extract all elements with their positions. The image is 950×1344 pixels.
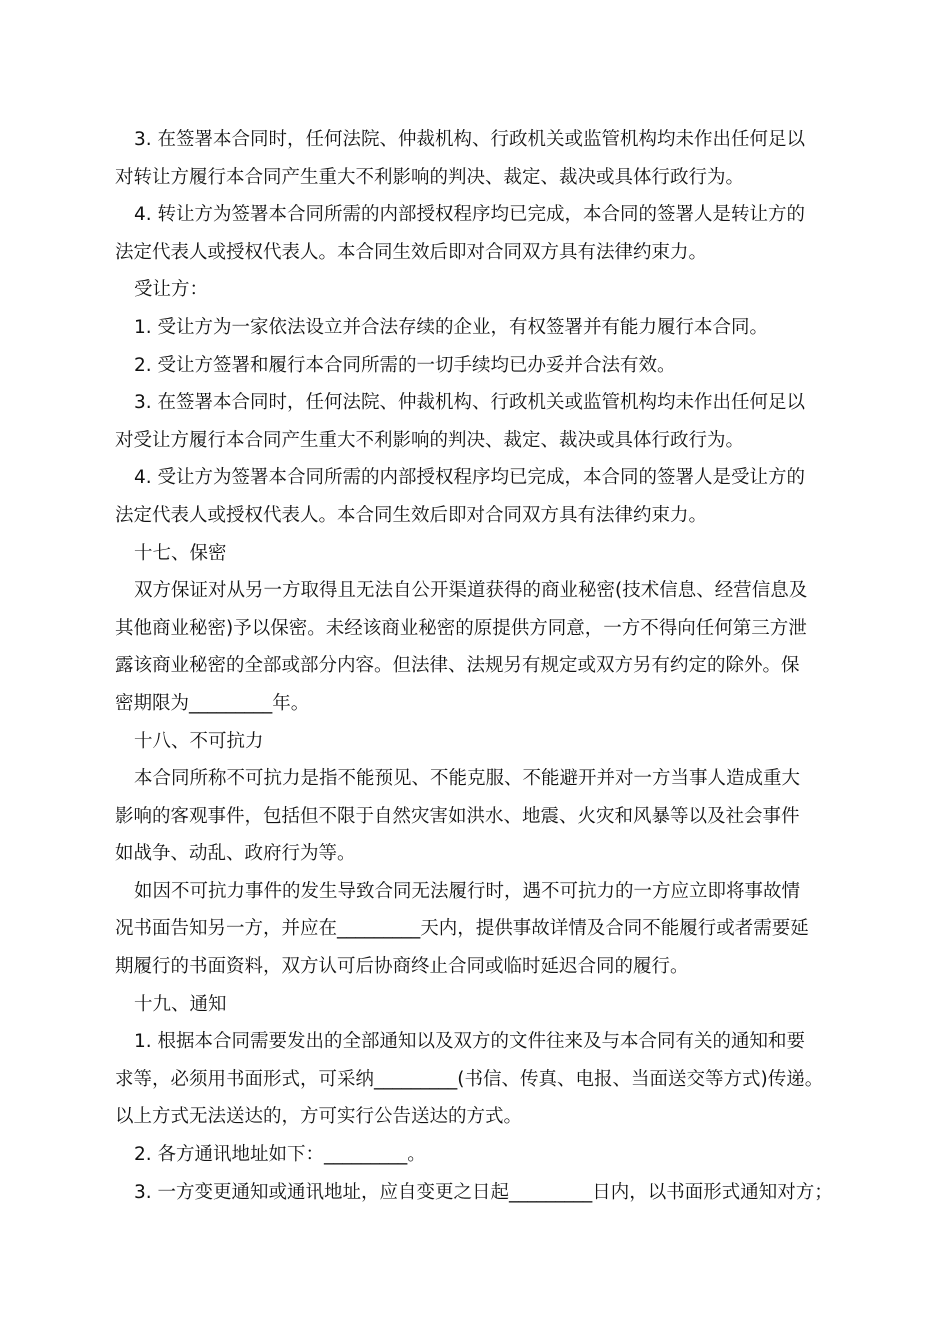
text-line-14: 其他商业秘密)予以保密。未经该商业秘密的原提供方同意，一方不得向任何第三方泄 bbox=[115, 617, 807, 639]
text-line-1: 3. 在签署本合同时，任何法院、仲裁机构、行政机关或监管机构均未作出任何足以 bbox=[134, 129, 806, 150]
text-line-21: 如因不可抗力事件的发生导致合同无法履行时，遇不可抗力的一方应立即将事故情 bbox=[134, 880, 801, 902]
text-line-11: 法定代表人或授权代表人。本合同生效后即对合同双方具有法律约束力。 bbox=[115, 504, 708, 526]
section-heading-confidentiality: 十七、保密 bbox=[134, 542, 227, 564]
text-line-3: 4. 转让方为签署本合同所需的内部授权程序均已完成，本合同的签署人是转让方的 bbox=[134, 204, 806, 226]
text-line-26: 求等，必须用书面形式，可采纳_________(书信、传真、电报、当面送交等方式)传递。 bbox=[115, 1068, 824, 1090]
section-label-transferee: 受让方： bbox=[134, 279, 209, 301]
text-line-18: 本合同所称不可抗力是指不能预见、不能克服、不能避开并对一方当事人造成重大 bbox=[134, 768, 801, 790]
text-line-19: 影响的客观事件，包括但不限于自然灾害如洪水、地震、火灾和风暴等以及社会事件 bbox=[115, 805, 800, 827]
text-line-7: 2. 受让方签署和履行本合同所需的一切手续均已办妥并合法有效。 bbox=[134, 354, 676, 376]
text-line-10: 4. 受让方为签署本合同所需的内部授权程序均已完成，本合同的签署人是受让方的 bbox=[134, 467, 806, 489]
text-line-16: 密期限为_________年。 bbox=[115, 692, 310, 714]
text-line-8: 3. 在签署本合同时，任何法院、仲裁机构、行政机关或监管机构均未作出任何足以 bbox=[134, 392, 806, 414]
document-body bbox=[115, 121, 835, 1211]
text-line-29: 3. 一方变更通知或通讯地址，应自变更之日起_________日内，以书面形式通知对方； bbox=[134, 1181, 833, 1203]
text-line-27: 以上方式无法送达的，方可实行公告送达的方式。 bbox=[115, 1106, 523, 1128]
section-heading-force-majeure: 十八、不可抗力 bbox=[134, 730, 264, 752]
text-line-15: 露该商业秘密的全部或部分内容。但法律、法规另有规定或双方另有约定的除外。保 bbox=[115, 655, 800, 677]
text-line-4: 法定代表人或授权代表人。本合同生效后即对合同双方具有法律约束力。 bbox=[115, 241, 708, 263]
text-line-28: 2. 各方通讯地址如下：_________。 bbox=[134, 1144, 426, 1166]
text-line-2: 对转让方履行本合同产生重大不利影响的判决、裁定、裁决或具体行政行为。 bbox=[115, 166, 745, 188]
text-line-9: 对受让方履行本合同产生重大不利影响的判决、裁定、裁决或具体行政行为。 bbox=[115, 429, 745, 451]
text-line-22: 况书面告知另一方，并应在_________天内，提供事故详情及合同不能履行或者需要延 bbox=[115, 918, 809, 940]
text-line-20: 如战争、动乱、政府行为等。 bbox=[115, 843, 356, 865]
text-line-23: 期履行的书面资料，双方认可后协商终止合同或临时延迟合同的履行。 bbox=[115, 956, 689, 978]
text-line-6: 1. 受让方为一家依法设立并合法存续的企业，有权签署并有能力履行本合同。 bbox=[134, 316, 769, 338]
text-line-25: 1. 根据本合同需要发出的全部通知以及双方的文件往来及与本合同有关的通知和要 bbox=[134, 1031, 806, 1053]
section-heading-notice: 十九、通知 bbox=[134, 993, 227, 1015]
text-line-13: 双方保证对从另一方取得且无法自公开渠道获得的商业秘密(技术信息、经营信息及 bbox=[134, 580, 808, 602]
